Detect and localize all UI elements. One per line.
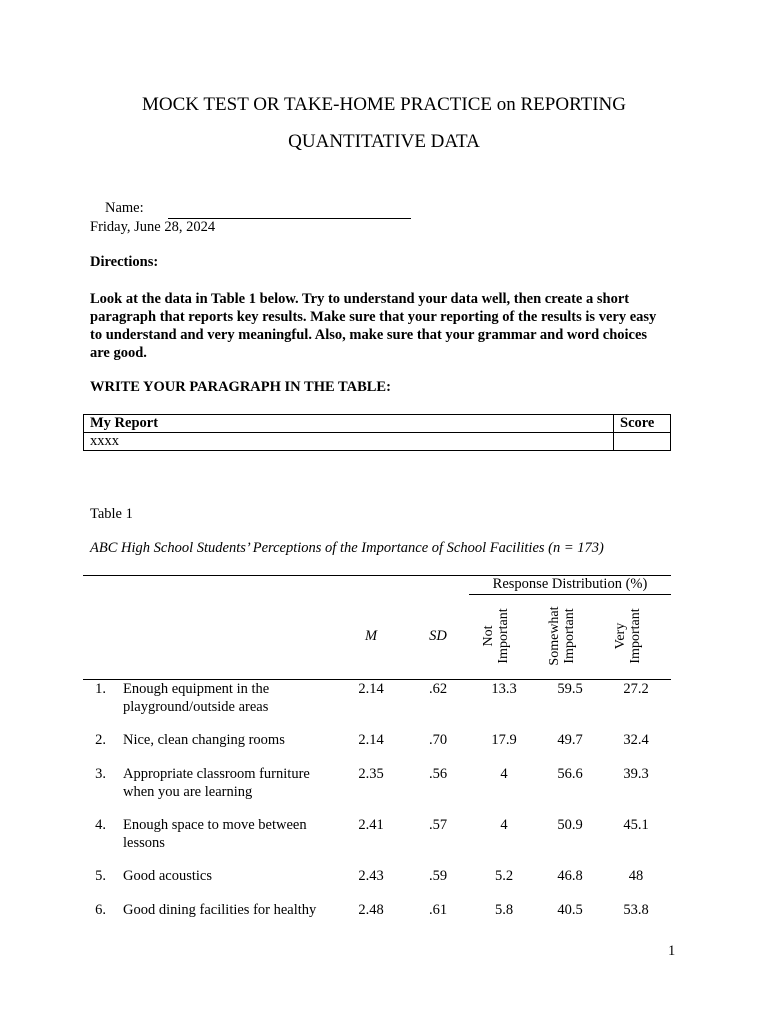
row-very-important: 27.2: [623, 681, 649, 697]
row-very-important: 32.4: [623, 732, 649, 748]
row-number: 2.: [95, 732, 106, 748]
row-not-important: 4: [500, 817, 508, 833]
directions-body: Look at the data in Table 1 below. Try to understand your data well, then create a short paragraph that reports key results. Make sure that your reporting of the results is very easy to understand and very meaningful. Also, make sure that your grammar and word choices are good.: [90, 291, 657, 361]
column-header-not-line1: Not: [481, 625, 496, 647]
row-not-important: 17.9: [491, 732, 517, 748]
row-very-important: 48: [628, 868, 644, 884]
row-somewhat-important: 59.5: [557, 681, 583, 697]
row-item: Good acoustics: [123, 868, 212, 884]
row-very-important: 39.3: [623, 766, 649, 782]
response-distribution-header: Response Distribution (%): [492, 576, 648, 592]
row-not-important: 13.3: [491, 681, 517, 697]
row-sd: .56: [428, 766, 448, 782]
row-very-important: 53.8: [623, 902, 649, 918]
table-label: Table 1: [90, 506, 133, 522]
response-header-rule: [469, 594, 671, 595]
table-caption: ABC High School Students’ Perceptions of the Importance of School Facilities (n = 173): [90, 540, 604, 556]
row-not-important: 4: [500, 766, 508, 782]
row-item: Enough equipment in the playground/outside areas: [123, 681, 270, 715]
document-title-line-1: MOCK TEST OR TAKE-HOME PRACTICE on REPORTING: [142, 94, 626, 115]
directions-heading: Directions:: [90, 254, 159, 270]
row-somewhat-important: 46.8: [557, 868, 583, 884]
row-not-important: 5.8: [494, 902, 514, 918]
row-item: Nice, clean changing rooms: [123, 732, 285, 748]
column-header-m: M: [364, 628, 378, 644]
report-text-cell[interactable]: xxxx: [84, 433, 614, 451]
name-label: Name:: [105, 200, 144, 216]
row-sd: .57: [428, 817, 448, 833]
row-item: Good dining facilities for healthy: [123, 902, 317, 918]
report-table: [83, 414, 671, 451]
document-title-line-2: QUANTITATIVE DATA: [288, 131, 480, 152]
column-header-not-line2: Important: [496, 608, 511, 664]
row-mean: 2.48: [358, 902, 384, 918]
write-paragraph-heading: WRITE YOUR PARAGRAPH IN THE TABLE:: [90, 379, 391, 395]
column-header-sd: SD: [429, 628, 447, 644]
row-not-important: 5.2: [494, 868, 514, 884]
row-mean: 2.14: [358, 681, 384, 697]
report-column-header: My Report: [84, 415, 614, 433]
row-somewhat-important: 50.9: [557, 817, 583, 833]
row-somewhat-important: 56.6: [557, 766, 583, 782]
row-item: Appropriate classroom furniture when you are learning: [123, 766, 310, 800]
row-sd: .61: [428, 902, 448, 918]
row-mean: 2.14: [358, 732, 384, 748]
row-number: 6.: [95, 902, 106, 918]
row-mean: 2.35: [358, 766, 384, 782]
row-very-important: 45.1: [623, 817, 649, 833]
column-header-somewhat-line2: Important: [562, 608, 577, 664]
row-sd: .59: [428, 868, 448, 884]
row-number: 3.: [95, 766, 106, 782]
row-somewhat-important: 49.7: [557, 732, 583, 748]
row-sd: .70: [428, 732, 448, 748]
column-header-very-line1: Very: [613, 622, 628, 650]
score-cell[interactable]: [614, 433, 671, 451]
date-text: Friday, June 28, 2024: [90, 219, 216, 235]
row-mean: 2.43: [358, 868, 384, 884]
score-column-header: Score: [614, 415, 671, 433]
column-header-very-line2: Important: [628, 608, 643, 664]
column-header-somewhat-line1: Somewhat: [547, 606, 562, 666]
row-sd: .62: [428, 681, 448, 697]
row-mean: 2.41: [358, 817, 384, 833]
row-somewhat-important: 40.5: [557, 902, 583, 918]
row-number: 5.: [95, 868, 106, 884]
page-number: 1: [668, 943, 676, 959]
row-number: 4.: [95, 817, 106, 833]
row-number: 1.: [95, 681, 106, 697]
row-item: Enough space to move between lessons: [123, 817, 307, 851]
